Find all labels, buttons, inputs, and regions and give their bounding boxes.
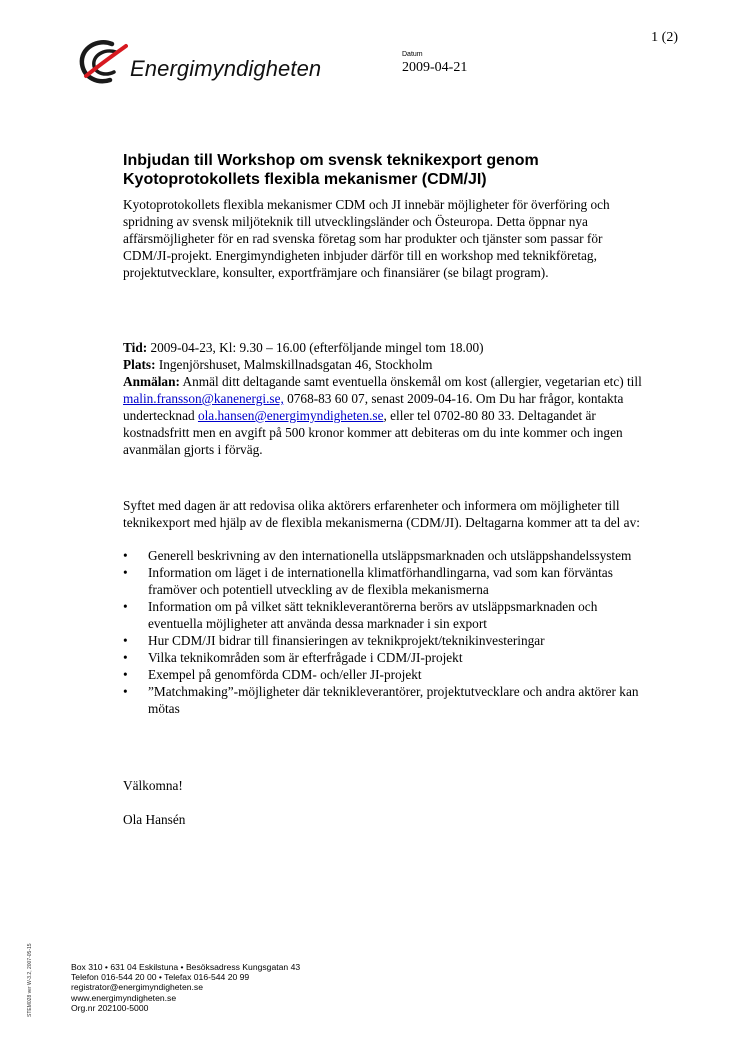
list-item: • ”Matchmaking”-möjligheter där teknikleverantörer, projektutvecklare och andra aktörer kan mötas xyxy=(123,683,643,717)
registration-label: Anmälan: xyxy=(123,374,180,389)
document-title xyxy=(123,151,643,189)
list-item: • Information om läget i de internationella klimatförhandlingarna, vad som kan förväntas framöver och potentiell utveckling av de flexibla mekanismerna xyxy=(123,564,643,598)
list-item: • Information om på vilket sätt teknikleverantörerna berörs av utsläppsmarknaden och eventuella möjligheter att använda dessa marknader i sin export xyxy=(123,598,643,632)
agenda-list xyxy=(123,547,643,717)
footer-phone-line: Telefon 016-544 20 00 • Telefax 016-544 20 99 xyxy=(71,972,250,983)
place-row xyxy=(123,356,643,373)
energimyndigheten-logo xyxy=(76,36,336,88)
list-item: • Generell beskrivning av den internationella utsläppsmarknaden och utsläppshandelssystem xyxy=(123,547,643,564)
title-line-1: Inbjudan till Workshop om svensk teknikexport genom xyxy=(123,152,539,169)
logo-swirl-icon xyxy=(76,36,128,88)
email-link-malin[interactable]: malin.fransson@kanenergi.se, xyxy=(123,391,284,406)
event-details xyxy=(123,339,643,458)
email-link-ola[interactable]: ola.hansen@energimyndigheten.se xyxy=(197,408,384,423)
welcome-text: Välkomna! xyxy=(123,778,183,793)
form-code: STEM028 ver W-3.2, 2007-05-15 xyxy=(27,943,33,1017)
registration-text-3: , eller tel 0702-80 80 33. Deltagandet är kostnadsfritt men en avgift på 500 kronor kommer att debiteras om du inte kommer och ingen avanmälan gjorts i förväg. xyxy=(123,408,623,457)
logo-wordmark: Energimyndigheten xyxy=(130,56,322,81)
date-label: Datum xyxy=(402,51,423,58)
place-value: Ingenjörshuset, Malmskillnadsgatan 46, Stockholm xyxy=(155,357,433,372)
registration-text-1: Anmäl ditt deltagande samt eventuella önskemål om kost (allergier, vegetarian etc) till xyxy=(179,374,642,389)
footer-org-number: Org.nr 202100-5000 xyxy=(71,1002,149,1013)
list-item: • Hur CDM/JI bidrar till finansieringen av teknikprojekt/teknikinvesteringar xyxy=(123,632,643,649)
signature: Ola Hansén xyxy=(123,812,186,827)
footer-website: www.energimyndigheten.se xyxy=(71,992,177,1003)
time-row xyxy=(123,339,643,356)
list-item: • Exempel på genomförda CDM- och/eller JI-projekt xyxy=(123,666,643,683)
intro-paragraph: Kyotoprotokollets flexibla mekanismer CDM och JI innebär möjligheter för överföring och spridning av svensk miljöteknik till utvecklingsländer och Östeuropa. Detta öppnar nya affärsmöjligheter för en rad svenska företag som har produkter och tjänster som passar för CDM/JI-projekt. Energimyndigheten inbjuder därför till en workshop med teknikföretag, projektutvecklare, konsulter, exportfrämjare och finansiärer (se bilagt program). xyxy=(123,197,610,280)
list-item: • Vilka teknikområden som är efterfrågade i CDM/JI-projekt xyxy=(123,649,643,666)
footer-address xyxy=(71,962,300,1013)
time-value: 2009-04-23, Kl: 9.30 – 16.00 (efterföljande mingel tom 18.00) xyxy=(147,340,484,355)
time-label: Tid: xyxy=(123,340,148,355)
registration-row xyxy=(123,373,643,458)
purpose-paragraph: Syftet med dagen är att redovisa olika aktörers erfarenheter och informera om möjligheter till teknikexport med hjälp av de flexibla mekanismerna (CDM/JI). Deltagarna kommer att ta del av: xyxy=(123,498,640,530)
footer-address-line: Box 310 • 631 04 Eskilstuna • Besöksadress Kungsgatan 43 xyxy=(71,962,301,972)
footer-email: registrator@energimyndigheten.se xyxy=(71,982,203,993)
registration-text-2: 0768-83 60 07, senast 2009-04-16. Om Du har frågor, kontakta undertecknad xyxy=(123,391,624,423)
title-line-2: Kyotoprotokollets flexibla mekanismer (CDM/JI) xyxy=(123,171,487,188)
document-date: 2009-04-21 xyxy=(402,60,468,75)
page-number: 1 (2) xyxy=(651,30,678,45)
place-label: Plats: xyxy=(123,357,156,372)
